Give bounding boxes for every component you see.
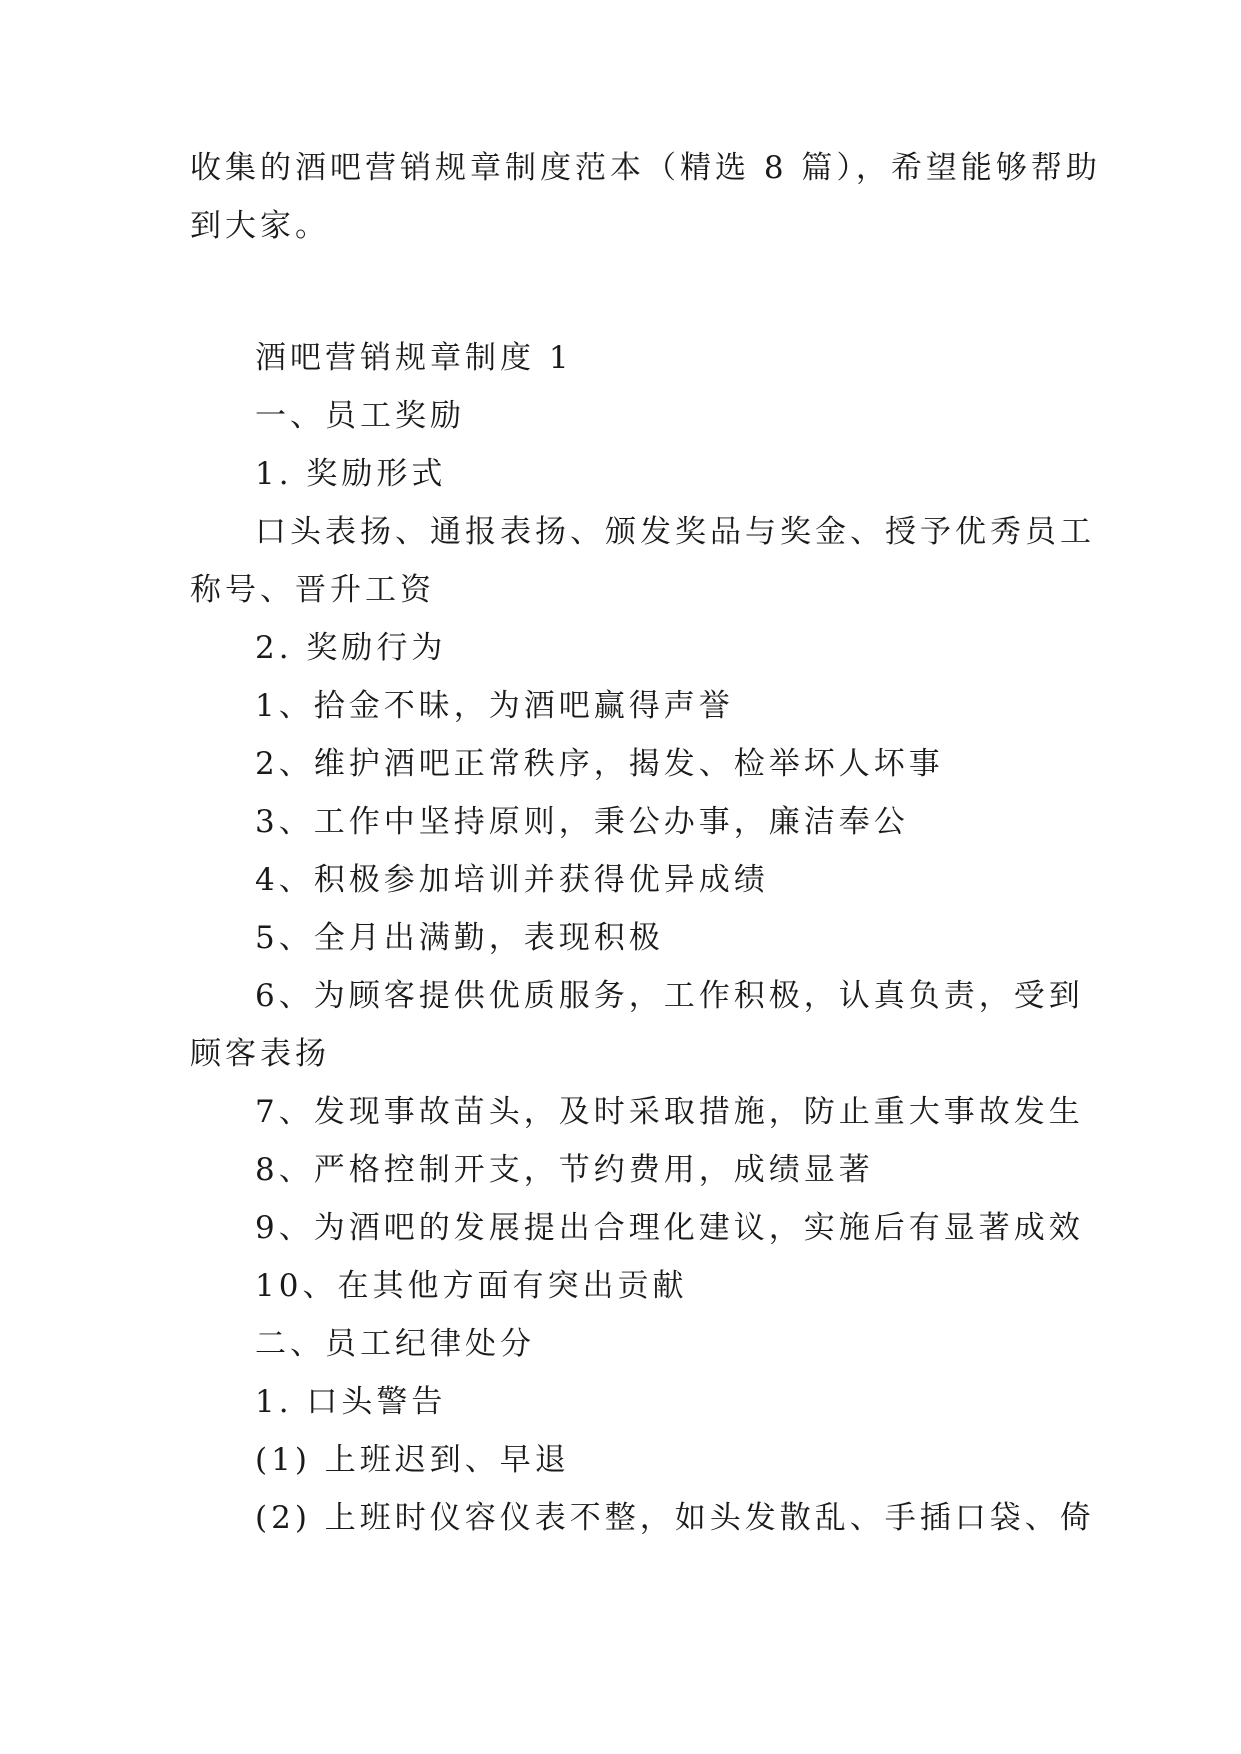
part2-heading: 二、员工纪律处分	[255, 1326, 535, 1362]
list-item: 7、发现事故苗头，及时采取措施，防止重大事故发生	[255, 1094, 1084, 1130]
list-item: 8、严格控制开支，节约费用，成绩显著	[255, 1152, 874, 1188]
list-item: 4、积极参加培训并获得优异成绩	[255, 862, 769, 898]
list-item: 9、为酒吧的发展提出合理化建议，实施后有显著成效	[255, 1210, 1084, 1246]
intro-line-2: 到大家。	[190, 208, 330, 244]
list-item: 2、维护酒吧正常秩序，揭发、检举坏人坏事	[255, 746, 944, 782]
list-item: 1、拾金不昧，为酒吧赢得声誉	[255, 688, 734, 724]
list-item: 5、全月出满勤，表现积极	[255, 920, 664, 956]
list-item: 6、为顾客提供优质服务，工作积极，认真负责，受到	[255, 978, 1084, 1014]
list-item-continuation: 顾客表扬	[190, 1036, 330, 1072]
intro-line-1: 收集的酒吧营销规章制度范本（精选 8 篇），希望能够帮助	[190, 150, 1101, 186]
list-item: (2) 上班时仪容仪表不整，如头发散乱、手插口袋、倚	[255, 1500, 1095, 1536]
list-item: 10、在其他方面有突出贡献	[255, 1268, 688, 1304]
reward-form-text-line-1: 口头表扬、通报表扬、颁发奖品与奖金、授予优秀员工	[255, 514, 1095, 550]
list-item: 3、工作中坚持原则，秉公办事，廉洁奉公	[255, 804, 909, 840]
list-item: (1) 上班迟到、早退	[255, 1442, 570, 1478]
reward-form-heading: 1. 奖励形式	[255, 456, 447, 492]
reward-behavior-heading: 2. 奖励行为	[255, 630, 447, 666]
reward-form-text-line-2: 称号、晋升工资	[190, 572, 435, 608]
part1-heading: 一、员工奖励	[255, 398, 465, 434]
verbal-warning-heading: 1. 口头警告	[255, 1384, 447, 1420]
section-title: 酒吧营销规章制度 1	[255, 340, 573, 376]
